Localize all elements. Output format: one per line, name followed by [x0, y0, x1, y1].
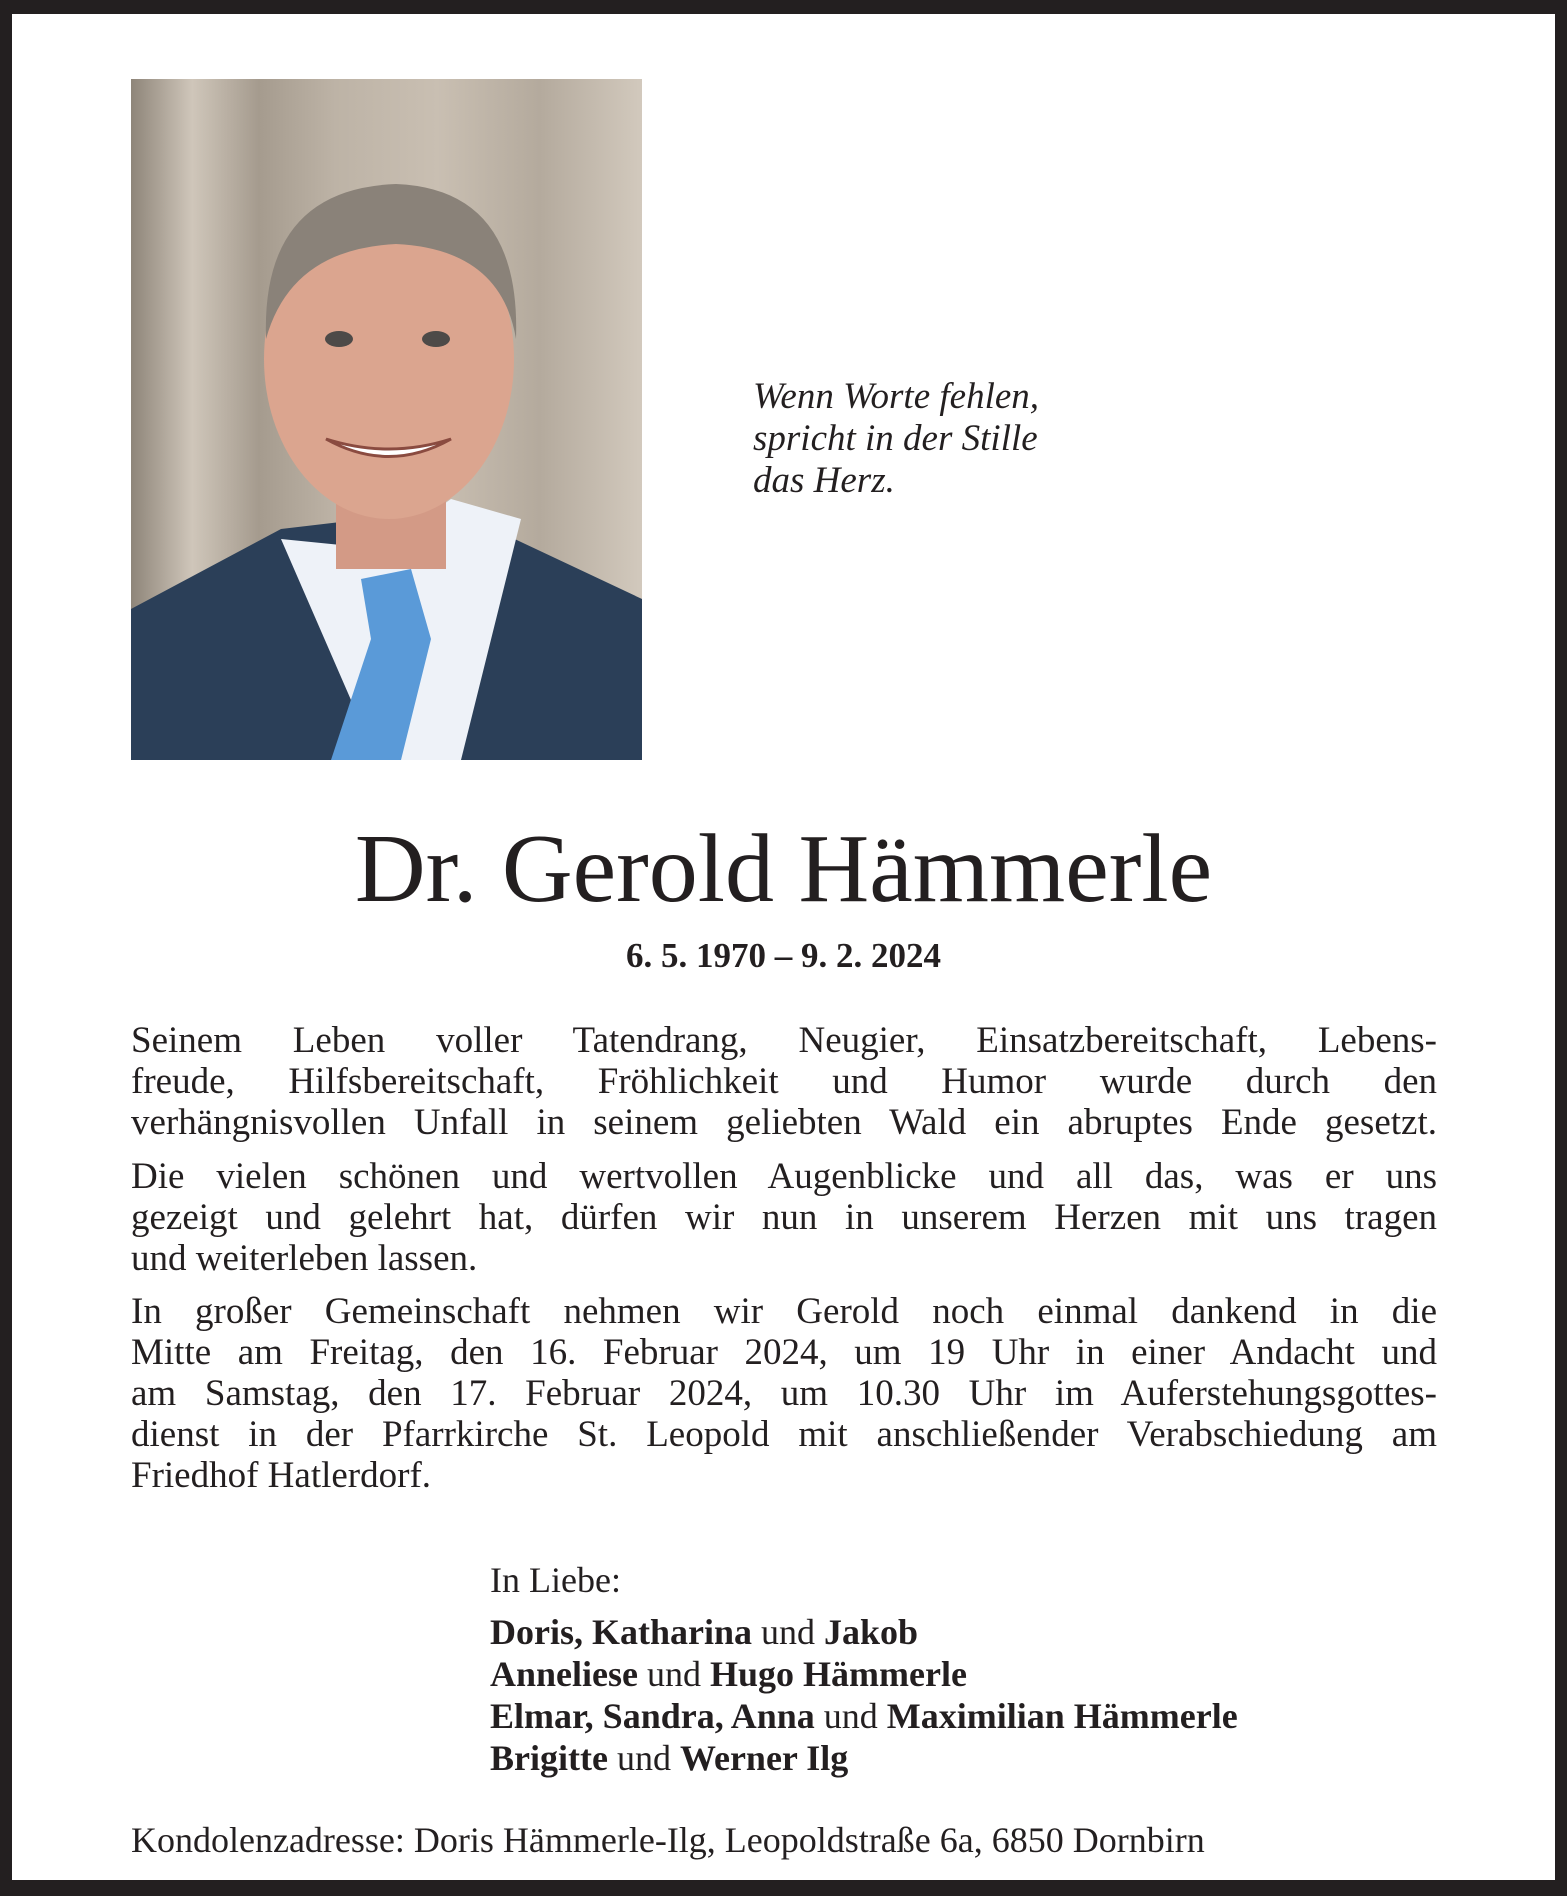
paragraph-3 [131, 1291, 1437, 1496]
text-line: gezeigt und gelehrt hat, dürfen wir nun in unserem Herzen mit uns tragen [131, 1197, 1437, 1238]
mourner-name: Doris, Katharina [490, 1612, 753, 1652]
mourner-line [490, 1611, 1238, 1653]
text-line: Die vielen schönen und wertvollen Augenblicke und all das, was er uns [131, 1156, 1437, 1197]
quote-line: das Herz. [753, 460, 895, 501]
mourner-name: Elmar, Sandra, Anna [490, 1696, 815, 1736]
conjunction: und [647, 1654, 701, 1694]
life-dates: 6. 5. 1970 – 9. 2. 2024 [626, 936, 941, 975]
mourner-name: Jakob [824, 1612, 919, 1652]
mourner-line [490, 1653, 1238, 1695]
quote-line: spricht in der Stille [753, 418, 1038, 459]
text-line: Mitte am Freitag, den 16. Februar 2024, um 19 Uhr in einer Andacht und [131, 1332, 1437, 1373]
text-line: Friedhof Hatlerdorf. [131, 1455, 432, 1496]
mourner-name: Maximilian Hämmerle [886, 1696, 1238, 1736]
portrait-photo [131, 79, 642, 760]
mourner-line [490, 1737, 1238, 1779]
text-line: freude, Hilfsbereitschaft, Fröhlichkeit und Humor wurde durch den [131, 1061, 1437, 1102]
text-line: dienst in der Pfarrkirche St. Leopold mit anschließender Verabschiedung am [131, 1414, 1437, 1455]
conjunction: und [761, 1612, 816, 1652]
paragraph-1 [131, 1020, 1437, 1143]
obituary-page [12, 14, 1555, 1880]
quote-line: Wenn Worte fehlen, [753, 376, 1040, 417]
quote [753, 376, 1039, 502]
mourner-name: Brigitte [490, 1738, 608, 1778]
mourner-name: Werner Ilg [679, 1738, 849, 1778]
mourner-name: Anneliese [490, 1654, 638, 1694]
conjunction: und [616, 1738, 671, 1778]
text-line: In großer Gemeinschaft nehmen wir Gerold noch einmal dankend in die [131, 1291, 1437, 1332]
text-line: und weiterleben lassen. [131, 1238, 478, 1279]
conjunction: und [823, 1696, 878, 1736]
mourners-list [490, 1611, 1238, 1779]
mourner-name: Hugo Hämmerle [710, 1654, 967, 1694]
text-line: verhängnisvollen Unfall in seinem geliebten Wald ein abruptes Ende gesetzt. [131, 1102, 1437, 1143]
in-love-label: In Liebe: [490, 1560, 621, 1600]
condolence-address: Kondolenzadresse: Doris Hämmerle-Ilg, Leopoldstraße 6a, 6850 Dornbirn [131, 1820, 1205, 1860]
text-line: am Samstag, den 17. Februar 2024, um 10.30 Uhr im Auferstehungsgottes- [131, 1373, 1437, 1414]
mourner-line [490, 1695, 1238, 1737]
text-line: Seinem Leben voller Tatendrang, Neugier, Einsatzbereitschaft, Lebens- [131, 1020, 1437, 1061]
deceased-name: Dr. Gerold Hämmerle [354, 815, 1213, 923]
paragraph-2 [131, 1156, 1437, 1279]
